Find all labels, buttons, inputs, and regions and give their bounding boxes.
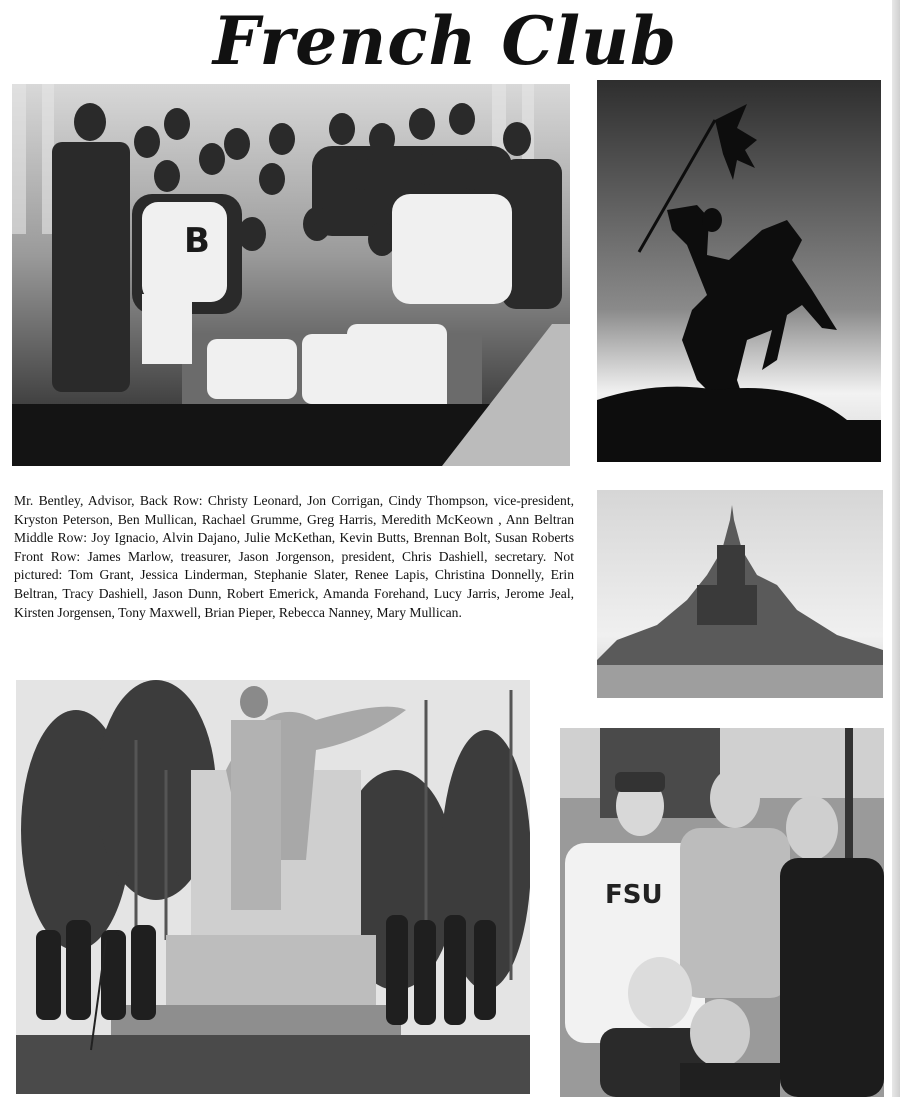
jersey-letter: B bbox=[184, 221, 210, 261]
mont-saint-michel-photo bbox=[597, 490, 883, 698]
friends-photo bbox=[560, 728, 884, 1097]
group-photo bbox=[12, 84, 570, 466]
page-title: French Club bbox=[212, 2, 678, 80]
page-edge-shadow bbox=[892, 0, 900, 1097]
memorial-photo bbox=[16, 680, 530, 1094]
statue-photo bbox=[597, 80, 881, 462]
shirt-text: FSU bbox=[605, 880, 663, 910]
group-caption: Mr. Bentley, Advisor, Back Row: Christy Leonard, Jon Corrigan, Cindy Thompson, vice-president, Kryston Peterson, Ben Mullican, Rachael Grumme, Greg Harris, Meredith McKeown , Ann Beltran Middle Row: Joy Ignacio, Alvin Dajano, Julie McKethan, Kevin Butts, Brennan Bolt, Susan Roberts Front Row: James Marlow, treasurer, Jason Jorgenson, president, Chris Dashiell, secretary. Not pictured: Tom Grant, Jessica Linderman, Stephanie Slater, Renee Lapis, Christina Donnelly, Erin Beltran, Tracy Dashiell, Jason Dunn, Robert Emerick, Amanda Forehand, Lucy Jarris, Jerome Jeal, Kirsten Jorgensen, Tony Maxwell, Brian Pieper, Rebecca Nanney, Mary Mullican. bbox=[14, 493, 574, 620]
